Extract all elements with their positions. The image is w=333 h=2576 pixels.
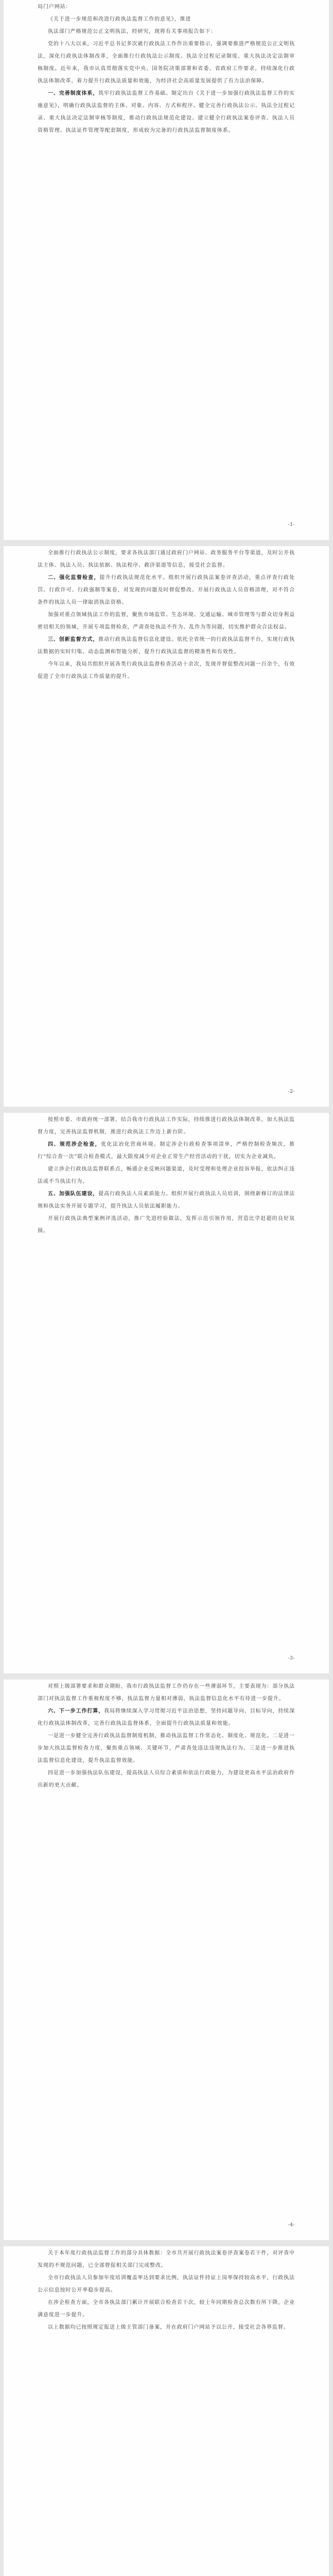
paragraph-text: 在涉企检查方面，全市各执法部门累计开展联合检查若干次，较上年同期检查总次数有所下降，企业满意度进一步提升。 <box>38 2300 295 2318</box>
paragraph <box>38 658 295 683</box>
paragraph <box>38 2247 295 2272</box>
paragraph <box>38 547 295 572</box>
paragraph-text: 提升行政执法规范化水平。组织开展行政执法案卷评查活动，重点评查行政处罚、行政许可、行政强制等案卷，对发现的问题及时督促整改。开展行政执法人员资格清理，对不符合条件的执法人员一律取消执法资格。 <box>38 575 295 605</box>
paragraph-text: 提高行政执法人员素质能力。组织开展行政执法人员培训，围绕新修订的法律法规和执法实务开展专题学习，提升执法人员依法履职能力。 <box>38 1191 295 1209</box>
section-heading: 六、下一步工作打算， <box>48 1708 104 1714</box>
paragraph-text: 推动行政执法监督信息化建设。依托全省统一的行政执法监督平台，实现行政执法数据的实时归集、动态监测和智能分析，提升行政执法监督的精准性和有效性。 <box>38 637 295 655</box>
paragraph <box>38 609 295 634</box>
paragraph <box>38 1213 295 1238</box>
document-page-5 <box>4 2246 329 2576</box>
paragraph-text: 关于本年度行政执法监督工作的部分具体数据：全市共开展行政执法案卷评查案卷若干件，对评查中发现的不规范问题，已全部督促相关部门完成整改。 <box>38 2250 295 2268</box>
section-heading: 一、完善制度体系， <box>48 91 99 96</box>
page-number: -4- <box>288 2223 295 2228</box>
paragraph-text: 我局将继续深入学习贯彻习近平法治思想，坚持问题导向、目标导向，持续深化行政执法体制改革，完善行政执法监督体系，全面提升行政执法质量和效能。 <box>38 1708 295 1726</box>
paragraph-text: 开展行政执法典型案例评选活动，推广先进经验做法，发挥示范引领作用，营造比学赶超的良好氛围。 <box>38 1216 295 1234</box>
paragraph-text: 党的十八大以来，习近平总书记多次就行政执法工作作出重要指示，强调要推进严格规范公正文明执法，深化行政执法体制改革，全面推行行政执法公示制度、执法全过程记录制度、重大执法决定法制审核制度。近年来，我市认真贯彻落实党中央、国务院决策部署和省委、省政府工作要求，持续深化行政执法体制改革，着力提升行政执法质量和效能，为经济社会高质量发展提供了有力法治保障。 <box>38 41 295 84</box>
paragraph <box>38 88 295 137</box>
paragraph <box>38 13 295 26</box>
paragraph <box>38 572 295 609</box>
paragraph-text: 以上数据均已按照规定报送上级主管部门备案，并在政府门户网站予以公开，接受社会各界监督。 <box>48 2325 289 2330</box>
paragraph <box>38 1681 295 1705</box>
paragraph-text: 优化法治化营商环境。制定涉企行政检查事项清单，严格控制检查频次，推行“综合查一次”联合检查模式，最大限度减少对企业正常生产经营活动的干扰，切实为企业减负。 <box>38 1142 295 1160</box>
section-heading: 四、规范涉企检查， <box>48 1142 101 1147</box>
paragraph-text: 执法部门严格规范公正文明执法，经研究，现将有关事项报告如下： <box>48 29 216 35</box>
document-page-1 <box>4 0 329 540</box>
page-number: -2- <box>288 1089 295 1094</box>
section-heading: 二、强化监督检查， <box>48 575 100 581</box>
page-body <box>38 1114 295 1238</box>
paragraph <box>38 1705 295 1730</box>
document-page-2 <box>4 546 329 1107</box>
paragraph <box>38 1114 295 1139</box>
paragraph <box>38 1767 295 1792</box>
paragraph <box>38 1163 295 1188</box>
paragraph <box>38 2297 295 2321</box>
section-heading: 三、创新监督方式， <box>48 637 99 642</box>
paragraph <box>38 2321 295 2334</box>
paragraph-text: 筑牢行政执法监督工作基础。制定出台《关于进一步加强行政执法监督工作的实施意见》，明确行政执法监督的主体、对象、内容、方式和程序。健全完善行政执法公示、执法全过程记录、重大执法决定法制审核等制度，推动行政执法规范化建设。建立健全行政执法案卷评查、执法人员资格管理、执法证件管理等配套制度，形成较为完备的行政执法监督制度体系。 <box>38 91 295 133</box>
page-number: -3- <box>288 1656 295 1661</box>
paragraph <box>38 1730 295 1767</box>
paragraph-text: 全市行政执法人员参加年度培训覆盖率达到要求比例，执法证件持证上岗率保持较高水平，行政执法公示信息按时公开率稳步提高。 <box>38 2275 295 2293</box>
paragraph <box>38 1188 295 1213</box>
paragraph-text: 一是进一步健全完善行政执法监督制度机制，推动执法监督工作常态化、制度化、规范化。二是进一步加大执法监督检查力度，聚焦重点领域、关键环节，严肃查处违法违规执法行为。三是进一步推进执法监督信息化建设，提升执法监督效能。 <box>38 1733 295 1764</box>
paragraph-text: 《关于进一步规范和改进行政执法监督工作的意见》，推进 <box>48 16 191 22</box>
paragraph <box>38 2272 295 2297</box>
paragraph-text: 今年以来，我局共组织开展各类行政执法监督检查活动十余次，发现并督促整改问题一百余个，有效促进了全市行政执法工作质量的提升。 <box>38 662 295 680</box>
paragraph <box>38 26 295 38</box>
page-body <box>38 547 295 683</box>
page-number: -1- <box>288 522 295 528</box>
paragraph-text: 四是进一步加强执法队伍建设，提高执法人员综合素质和依法行政能力，为建设更高水平法治政府作出新的更大贡献。 <box>38 1770 295 1788</box>
page-body <box>38 1681 295 1792</box>
paragraph <box>38 1 295 13</box>
paragraph <box>38 634 295 658</box>
paragraph-text: 按照市委、市政府统一部署，结合我市行政执法工作实际，持续推进行政执法体制改革，加大执法监督力度，完善执法监督机制，推进行政执法工作迈上新台阶。 <box>38 1117 295 1135</box>
document-page-4 <box>4 1680 329 2240</box>
paragraph-text: 局门户网站： <box>38 4 72 10</box>
document-page-3 <box>4 1113 329 1673</box>
page-body <box>38 2247 295 2334</box>
paragraph-text: 加强对重点领域执法工作的监督，聚焦市场监管、生态环境、交通运输、城市管理等与群众切身利益密切相关的领域，开展专项监督检查，严肃查处执法不作为、乱作为等问题，切实维护群众合法权益。 <box>38 612 295 630</box>
page-body <box>38 1 295 137</box>
paragraph <box>38 38 295 88</box>
paragraph-text: 全面推行行政执法公示制度，要求各执法部门通过政府门户网站、政务服务平台等渠道，及时公开执法主体、执法人员、执法依据、执法程序、救济渠道等信息，接受社会监督。 <box>38 550 295 568</box>
section-heading: 五、加强队伍建设， <box>48 1191 99 1197</box>
paragraph-text: 建立涉企行政执法监督联系点，畅通企业反映问题渠道，及时受理和处理企业投诉举报，依法纠正违法或不当执法行为。 <box>38 1166 295 1184</box>
paragraph-text: 对照上级部署要求和群众期盼，我市行政执法监督工作仍存在一些薄弱环节，主要表现为：部分执法部门对执法监督工作重视程度不够，执法监督力量相对薄弱，执法监督信息化水平有待进一步提升。 <box>38 1684 295 1702</box>
paragraph <box>38 1139 295 1163</box>
